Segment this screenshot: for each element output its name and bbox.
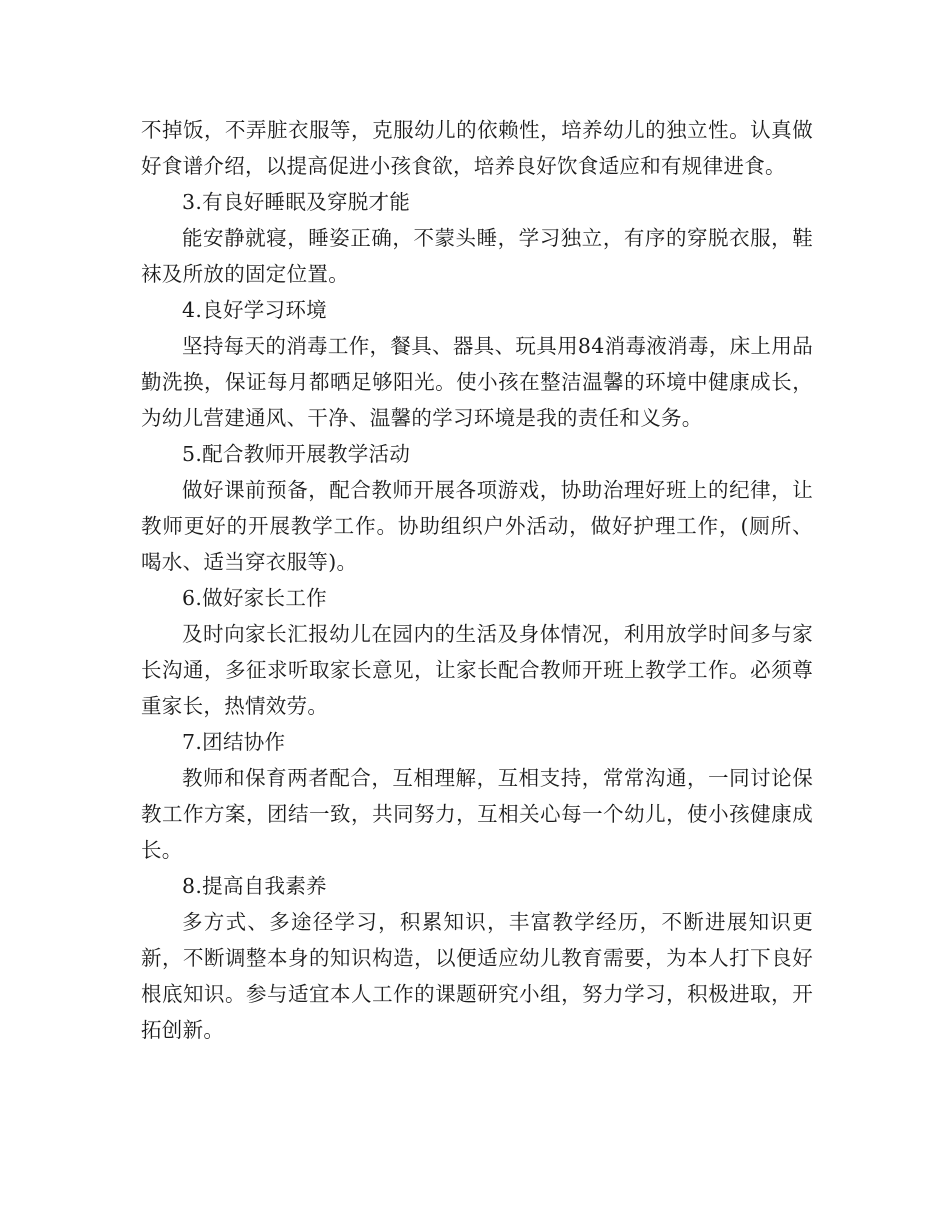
section-heading-teaching: 5.配合教师开展教学活动	[182, 442, 411, 466]
paragraph-continuation: 不掉饭，不弄脏衣服等，克服幼儿的依赖性，培养幼儿的独立性。认真做好食谱介绍，以提高促进小孩食欲，培养良好饮食适应和有规律进食。	[141, 118, 813, 178]
section-heading-parents: 6.做好家长工作	[182, 586, 327, 610]
section-heading-self-improvement: 8.提高自我素养	[182, 874, 327, 898]
document-body	[141, 112, 813, 1048]
paragraph-self-improvement: 多方式、多途径学习，积累知识，丰富教学经历，不断进展知识更新，不断调整本身的知识构造，以便适应幼儿教育需要，为本人打下良好根底知识。参与适宜本人工作的课题研究小组，努力学习，积极进取，开拓创新。	[141, 910, 813, 1042]
paragraph-teaching: 做好课前预备，配合教师开展各项游戏，协助治理好班上的纪律，让教师更好的开展教学工作。协助组织户外活动，做好护理工作，(厕所、喝水、适当穿衣服等)。	[141, 478, 813, 574]
section-heading-teamwork: 7.团结协作	[182, 730, 286, 754]
section-heading-sleep: 3.有良好睡眠及穿脱才能	[182, 190, 411, 214]
paragraph-sleep: 能安静就寝，睡姿正确，不蒙头睡，学习独立，有序的穿脱衣服，鞋袜及所放的固定位置。	[141, 226, 813, 286]
paragraph-environment: 坚持每天的消毒工作，餐具、器具、玩具用84消毒液消毒，床上用品勤洗换，保证每月都晒足够阳光。使小孩在整洁温馨的环境中健康成长，为幼儿营建通风、干净、温馨的学习环境是我的责任和义务。	[141, 334, 813, 430]
section-heading-environment: 4.良好学习环境	[182, 298, 327, 322]
paragraph-teamwork: 教师和保育两者配合，互相理解，互相支持，常常沟通，一同讨论保教工作方案，团结一致，共同努力，互相关心每一个幼儿，使小孩健康成长。	[141, 766, 813, 862]
paragraph-parents: 及时向家长汇报幼儿在园内的生活及身体情况，利用放学时间多与家长沟通，多征求听取家长意见，让家长配合教师开班上教学工作。必须尊重家长，热情效劳。	[141, 622, 813, 718]
